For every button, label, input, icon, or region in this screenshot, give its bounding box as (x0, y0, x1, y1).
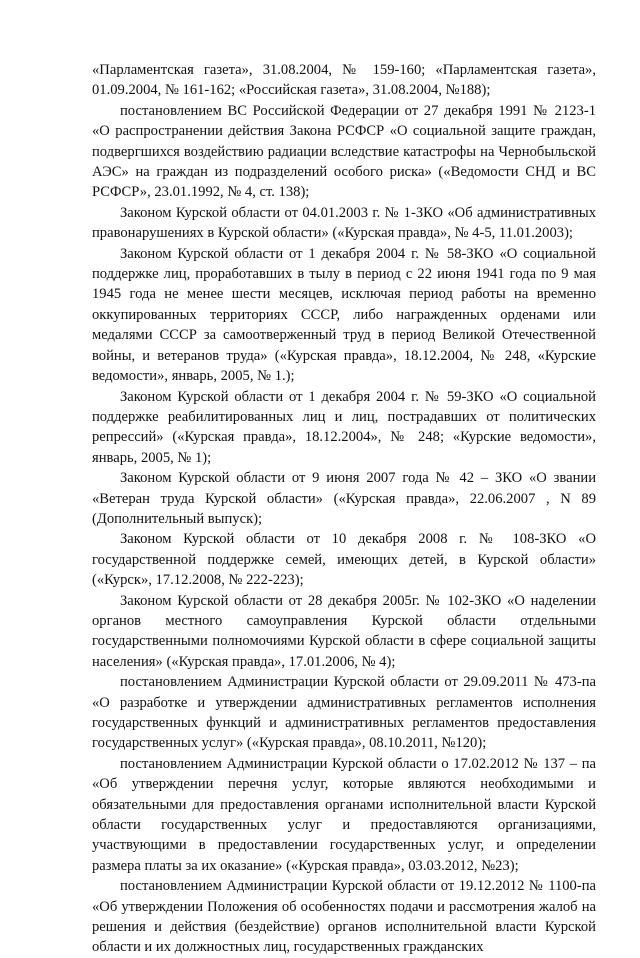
paragraph-administrative-offences-law: Законом Курской области от 04.01.2003 г. № 1-ЗКО «Об административных правонарушениях в Курской области» («Курская правда», № 4-5, 11.01.2003); (92, 204, 596, 242)
paragraph-local-government-powers-law: Законом Курской области от 28 декабря 2005г. № 102-ЗКО «О наделении органов местного самоуправления Курской области отдельными государственными полномочиями Курской области в сфере социальной защиты населения» («Курская правда», 17.01.2006, № 4); (92, 592, 596, 670)
paragraph-rehabilitated-persons-law: Законом Курской области от 1 декабря 2004 г. № 59-ЗКО «О социальной поддержке реабилитированных лиц и лиц, пострадавших от политических репрессий» («Курская правда», 18.12.2004», № 248; «Курские ведомости», январь, 2005, № 1); (92, 388, 596, 466)
paragraph-gazette-continuation: «Парламентская газета», 31.08.2004, № 159-160; «Парламентская газета», 01.09.2004, № 161-162; «Российская газета», 31.08.2004, №188); (92, 62, 596, 99)
paragraph-chernobyl-resolution: постановлением ВС Российской Федерации от 27 декабря 1991 № 2123-1 «О распространении действия Закона РСФСР «О социальной защите граждан, подвергшихся воздействию радиации вследствие катастрофы на Чернобыльской АЭС» на граждан из подразделений особого риска» («Ведомости СНД и ВС РСФСР», 23.01.1992, № 4, ст. 138); (92, 102, 596, 201)
document-page (92, 60, 596, 958)
paragraph-family-support-law: Законом Курской области от 10 декабря 2008 г. № 108-ЗКО «О государственной поддержке семей, имеющих детей, в Курской области» («Курск», 17.12.2008, № 222-223); (92, 531, 596, 589)
paragraph-services-list-resolution: постановлением Администрации Курской области о 17.02.2012 № 137 – па «Об утверждении перечня услуг, которые являются необходимыми и обязательными для предоставления органами исполнительной власти Курской области государственных услуг и предоставляются организациями, участвующими в предоставлении государственных услуг, и определении размера платы за их оказание» («Курская правда», 03.03.2012, №23); (92, 755, 596, 874)
paragraph-home-front-workers-law: Законом Курской области от 1 декабря 2004 г. № 58-ЗКО «О социальной поддержке лиц, проработавших в тылу в период с 22 июня 1941 года по 9 мая 1945 года не менее шести месяцев, исключая период работы на временно оккупированных территориях СССР, либо награжденных орденами или медалями СССР за самоотверженный труд в период Великой Отечественной войны, и ветеранов труда» («Курская правда», 18.12.2004, № 248, «Курские ведомости», январь, 2005, № 1.); (92, 245, 596, 385)
paragraph-complaints-resolution: постановлением Администрации Курской области от 19.12.2012 № 1100-па «Об утверждении Положения об особенностях подачи и рассмотрения жалоб на решения и действия (бездействие) органов исполнительной власти Курской области и их должностных лиц, государственных гражданских (92, 878, 596, 956)
paragraph-administrative-regulations-resolution: постановлением Администрации Курской области от 29.09.2011 № 473-па «О разработке и утверждении административных регламентов исполнения государственных функций и административных регламентов предоставления государственных услуг» («Курская правда», 08.10.2011, №120); (92, 674, 596, 752)
paragraph-labour-veteran-law: Законом Курской области от 9 июня 2007 года № 42 – ЗКО «О звании «Ветеран труда Курской области» («Курская правда», 22.06.2007 , N 89 (Дополнительный выпуск); (92, 470, 596, 527)
